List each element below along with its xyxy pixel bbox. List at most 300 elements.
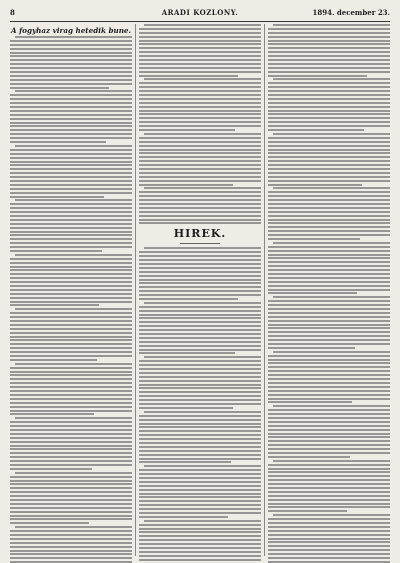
text-line (268, 292, 357, 294)
text-line (139, 493, 261, 495)
text-line (268, 106, 390, 108)
text-line (139, 129, 235, 131)
text-line (268, 557, 390, 559)
text-line (139, 473, 261, 475)
text-line (268, 40, 390, 42)
column-1 (10, 24, 132, 563)
text-line (273, 460, 390, 462)
text-line (268, 36, 390, 38)
text-line (10, 301, 132, 303)
page-number: 8 (10, 8, 15, 17)
text-line (10, 277, 132, 279)
text-line (10, 413, 94, 415)
text-line (10, 402, 132, 404)
news-body (268, 24, 390, 563)
text-line (268, 226, 390, 228)
text-line (268, 475, 390, 477)
text-line (10, 374, 132, 376)
text-line (268, 75, 367, 77)
text-line (10, 40, 132, 42)
text-line (268, 234, 390, 236)
text-line (268, 265, 390, 267)
text-line (139, 461, 231, 463)
text-line (268, 304, 390, 306)
text-line (139, 160, 261, 162)
text-line (10, 184, 132, 186)
text-line (10, 429, 132, 431)
text-line (139, 251, 261, 253)
text-line (15, 36, 132, 38)
text-line (139, 543, 261, 545)
text-line (268, 362, 390, 364)
text-line (268, 510, 347, 512)
article-body (139, 24, 261, 224)
text-line (268, 479, 390, 481)
text-line (10, 515, 132, 517)
text-line (139, 454, 261, 456)
text-line (268, 164, 390, 166)
text-line (10, 367, 132, 369)
text-line (268, 110, 390, 112)
text-line (139, 395, 261, 397)
text-line (10, 94, 132, 96)
text-line (10, 71, 132, 73)
text-line (268, 468, 390, 470)
text-line (10, 371, 132, 373)
text-line (268, 254, 390, 256)
text-line (139, 458, 261, 460)
page-header (10, 8, 390, 20)
text-line (268, 191, 390, 193)
text-line (139, 286, 261, 288)
text-line (268, 149, 390, 151)
text-line (139, 98, 261, 100)
text-line (268, 401, 352, 403)
text-line (10, 87, 109, 89)
text-line (268, 51, 390, 53)
text-line (268, 215, 390, 217)
text-line (268, 491, 390, 493)
text-line (139, 215, 261, 217)
text-line (139, 168, 261, 170)
text-line (10, 203, 132, 205)
text-line (10, 550, 132, 552)
text-line (268, 355, 390, 357)
text-line (273, 514, 390, 516)
text-line (10, 293, 132, 295)
text-line (268, 429, 390, 431)
text-line (10, 196, 104, 198)
text-line (268, 413, 390, 415)
text-line (268, 553, 390, 555)
text-line (268, 452, 390, 454)
text-line (273, 133, 390, 135)
text-line (268, 308, 390, 310)
text-line (139, 333, 261, 335)
text-line (10, 157, 132, 159)
text-line (10, 129, 132, 131)
text-line (268, 324, 390, 326)
text-line (268, 495, 390, 497)
text-line (139, 380, 261, 382)
text-line (268, 464, 390, 466)
text-line (268, 518, 390, 520)
text-line (268, 195, 390, 197)
text-line (139, 207, 261, 209)
text-line (139, 434, 261, 436)
text-line (10, 336, 132, 338)
text-line (10, 59, 132, 61)
text-line (10, 448, 132, 450)
text-line (10, 106, 132, 108)
text-line (144, 24, 261, 26)
text-line (10, 192, 132, 194)
text-line (139, 86, 261, 88)
text-line (10, 215, 132, 217)
text-line (10, 258, 132, 260)
text-line (268, 261, 390, 263)
text-line (268, 257, 390, 259)
text-line (268, 238, 360, 240)
text-line (268, 359, 390, 361)
text-line (10, 176, 132, 178)
text-line (144, 187, 261, 189)
text-line (139, 176, 261, 178)
text-line (139, 419, 261, 421)
text-line (139, 294, 261, 296)
text-line (144, 78, 261, 80)
text-line (10, 324, 132, 326)
text-line (15, 417, 132, 419)
text-line (268, 250, 390, 252)
text-line (139, 446, 261, 448)
text-line (139, 391, 261, 393)
text-line (10, 433, 132, 435)
text-line (268, 269, 390, 271)
text-line (139, 211, 261, 213)
article-body (10, 36, 132, 563)
text-line (10, 149, 132, 151)
text-line (10, 503, 132, 505)
text-line (10, 316, 132, 318)
text-line (139, 259, 261, 261)
text-line (139, 364, 261, 366)
text-line (139, 255, 261, 257)
text-line (139, 82, 261, 84)
text-line (10, 332, 132, 334)
text-line (268, 394, 390, 396)
text-line (139, 75, 238, 77)
text-line (10, 476, 132, 478)
column-divider (135, 24, 136, 556)
text-line (268, 316, 390, 318)
text-line (268, 421, 390, 423)
text-line (139, 535, 261, 537)
text-line (10, 273, 132, 275)
text-line (268, 534, 390, 536)
text-line (139, 438, 261, 440)
text-line (139, 387, 261, 389)
text-line (139, 102, 261, 104)
text-line (268, 312, 390, 314)
text-line (10, 188, 132, 190)
text-line (268, 327, 390, 329)
text-line (10, 266, 132, 268)
text-line (268, 230, 390, 232)
text-line (268, 506, 390, 508)
text-line (268, 487, 390, 489)
text-line (268, 184, 362, 186)
text-line (10, 382, 132, 384)
text-line (273, 296, 390, 298)
text-line (10, 542, 132, 544)
text-line (139, 325, 261, 327)
text-line (15, 308, 132, 310)
text-line (10, 153, 132, 155)
text-line (268, 285, 390, 287)
text-line (10, 320, 132, 322)
text-line (139, 55, 261, 57)
text-line (10, 499, 132, 501)
text-line (139, 539, 261, 541)
text-line (268, 503, 390, 505)
text-line (273, 405, 390, 407)
text-line (10, 441, 132, 443)
text-line (139, 321, 261, 323)
text-line (268, 28, 390, 30)
text-line (139, 469, 261, 471)
text-line (273, 187, 390, 189)
text-line (15, 472, 132, 474)
text-line (273, 24, 390, 26)
text-line (10, 211, 132, 213)
text-line (10, 269, 132, 271)
text-line (139, 489, 261, 491)
text-line (268, 168, 390, 170)
text-line (268, 456, 350, 458)
text-line (10, 312, 132, 314)
text-line (268, 207, 390, 209)
text-line (139, 36, 261, 38)
text-line (268, 59, 390, 61)
text-line (268, 82, 390, 84)
text-line (139, 423, 261, 425)
text-line (10, 343, 132, 345)
text-line (139, 152, 261, 154)
text-line (10, 452, 132, 454)
text-line (10, 52, 132, 54)
text-line (139, 352, 235, 354)
text-line (10, 339, 132, 341)
text-line (268, 425, 390, 427)
text-line (10, 507, 132, 509)
text-line (268, 273, 390, 275)
header-rule (10, 21, 390, 22)
text-line (139, 203, 261, 205)
text-line (10, 557, 132, 559)
text-line (139, 125, 261, 127)
text-line (10, 246, 132, 248)
text-line (139, 442, 261, 444)
text-line (15, 199, 132, 201)
news-body (139, 247, 261, 563)
text-line (10, 359, 97, 361)
text-line (268, 32, 390, 34)
text-line (15, 254, 132, 256)
text-line (139, 195, 261, 197)
text-line (268, 160, 390, 162)
text-line (139, 345, 261, 347)
text-line (268, 222, 390, 224)
text-line (10, 234, 132, 236)
text-line (139, 485, 261, 487)
text-line (268, 152, 390, 154)
text-line (139, 372, 261, 374)
text-line (268, 141, 390, 143)
text-line (10, 410, 132, 412)
text-line (10, 44, 132, 46)
text-line (139, 191, 261, 193)
text-line (139, 290, 261, 292)
text-line (10, 522, 89, 524)
text-line (268, 440, 390, 442)
text-line (10, 468, 92, 470)
text-line (139, 415, 261, 417)
text-line (268, 549, 390, 551)
text-line (139, 314, 261, 316)
text-line (268, 526, 390, 528)
text-line (10, 390, 132, 392)
text-line (10, 79, 132, 81)
text-line (268, 382, 390, 384)
text-line (144, 247, 261, 249)
text-line (139, 368, 261, 370)
text-line (139, 90, 261, 92)
text-line (10, 242, 132, 244)
text-line (139, 267, 261, 269)
text-line (144, 520, 261, 522)
text-line (139, 360, 261, 362)
text-line (10, 168, 132, 170)
text-line (268, 522, 390, 524)
text-line (10, 110, 132, 112)
text-line (10, 464, 132, 466)
text-line (10, 445, 132, 447)
text-line (10, 518, 132, 520)
text-line (268, 320, 390, 322)
text-line (144, 411, 261, 413)
text-line (10, 172, 132, 174)
text-line (139, 67, 261, 69)
text-line (10, 137, 132, 139)
text-line (268, 277, 390, 279)
text-line (268, 378, 390, 380)
text-line (268, 102, 390, 104)
text-line (139, 310, 261, 312)
text-line (139, 337, 261, 339)
text-line (10, 460, 132, 462)
text-line (268, 203, 390, 205)
text-line (10, 289, 132, 291)
text-line (10, 67, 132, 69)
text-line (139, 496, 261, 498)
text-line (273, 242, 390, 244)
text-line (139, 282, 261, 284)
text-line (139, 555, 261, 557)
text-line (268, 117, 390, 119)
text-line (15, 90, 132, 92)
text-line (139, 524, 261, 526)
text-line (10, 98, 132, 100)
text-line (139, 528, 261, 530)
text-line (268, 448, 390, 450)
text-line (268, 499, 390, 501)
text-line (268, 156, 390, 158)
text-line (268, 300, 390, 302)
text-line (139, 63, 261, 65)
text-line (139, 551, 261, 553)
text-line (15, 363, 132, 365)
text-line (268, 343, 390, 345)
text-line (144, 302, 261, 304)
text-line (268, 125, 390, 127)
text-line (268, 55, 390, 57)
text-line (268, 541, 390, 543)
text-line (268, 219, 390, 221)
text-line (10, 180, 132, 182)
text-line (268, 98, 390, 100)
text-line (268, 145, 390, 147)
text-line (268, 335, 390, 337)
text-line (139, 399, 261, 401)
text-line (139, 317, 261, 319)
text-line (268, 386, 390, 388)
text-line (139, 71, 261, 73)
text-line (139, 275, 261, 277)
text-line (10, 530, 132, 532)
text-line (10, 125, 132, 127)
text-line (268, 444, 390, 446)
text-line (10, 297, 132, 299)
text-line (139, 117, 261, 119)
text-line (139, 403, 261, 405)
masthead: ARADI KOZLONY. (161, 8, 239, 17)
text-line (268, 121, 390, 123)
text-line (268, 71, 390, 73)
text-line (139, 341, 261, 343)
text-line (10, 546, 132, 548)
text-line (268, 483, 390, 485)
text-line (139, 450, 261, 452)
text-line (139, 376, 261, 378)
text-line (10, 238, 132, 240)
text-line (10, 55, 132, 57)
text-line (10, 207, 132, 209)
text-line (273, 351, 390, 353)
column-2 (139, 24, 261, 563)
text-line (10, 118, 132, 120)
text-line (139, 137, 261, 139)
text-line (139, 106, 261, 108)
text-line (10, 161, 132, 163)
text-line (10, 231, 132, 233)
text-line (268, 246, 390, 248)
text-line (139, 508, 261, 510)
text-line (268, 471, 390, 473)
text-line (268, 331, 390, 333)
text-line (10, 63, 132, 65)
text-line (10, 227, 132, 229)
